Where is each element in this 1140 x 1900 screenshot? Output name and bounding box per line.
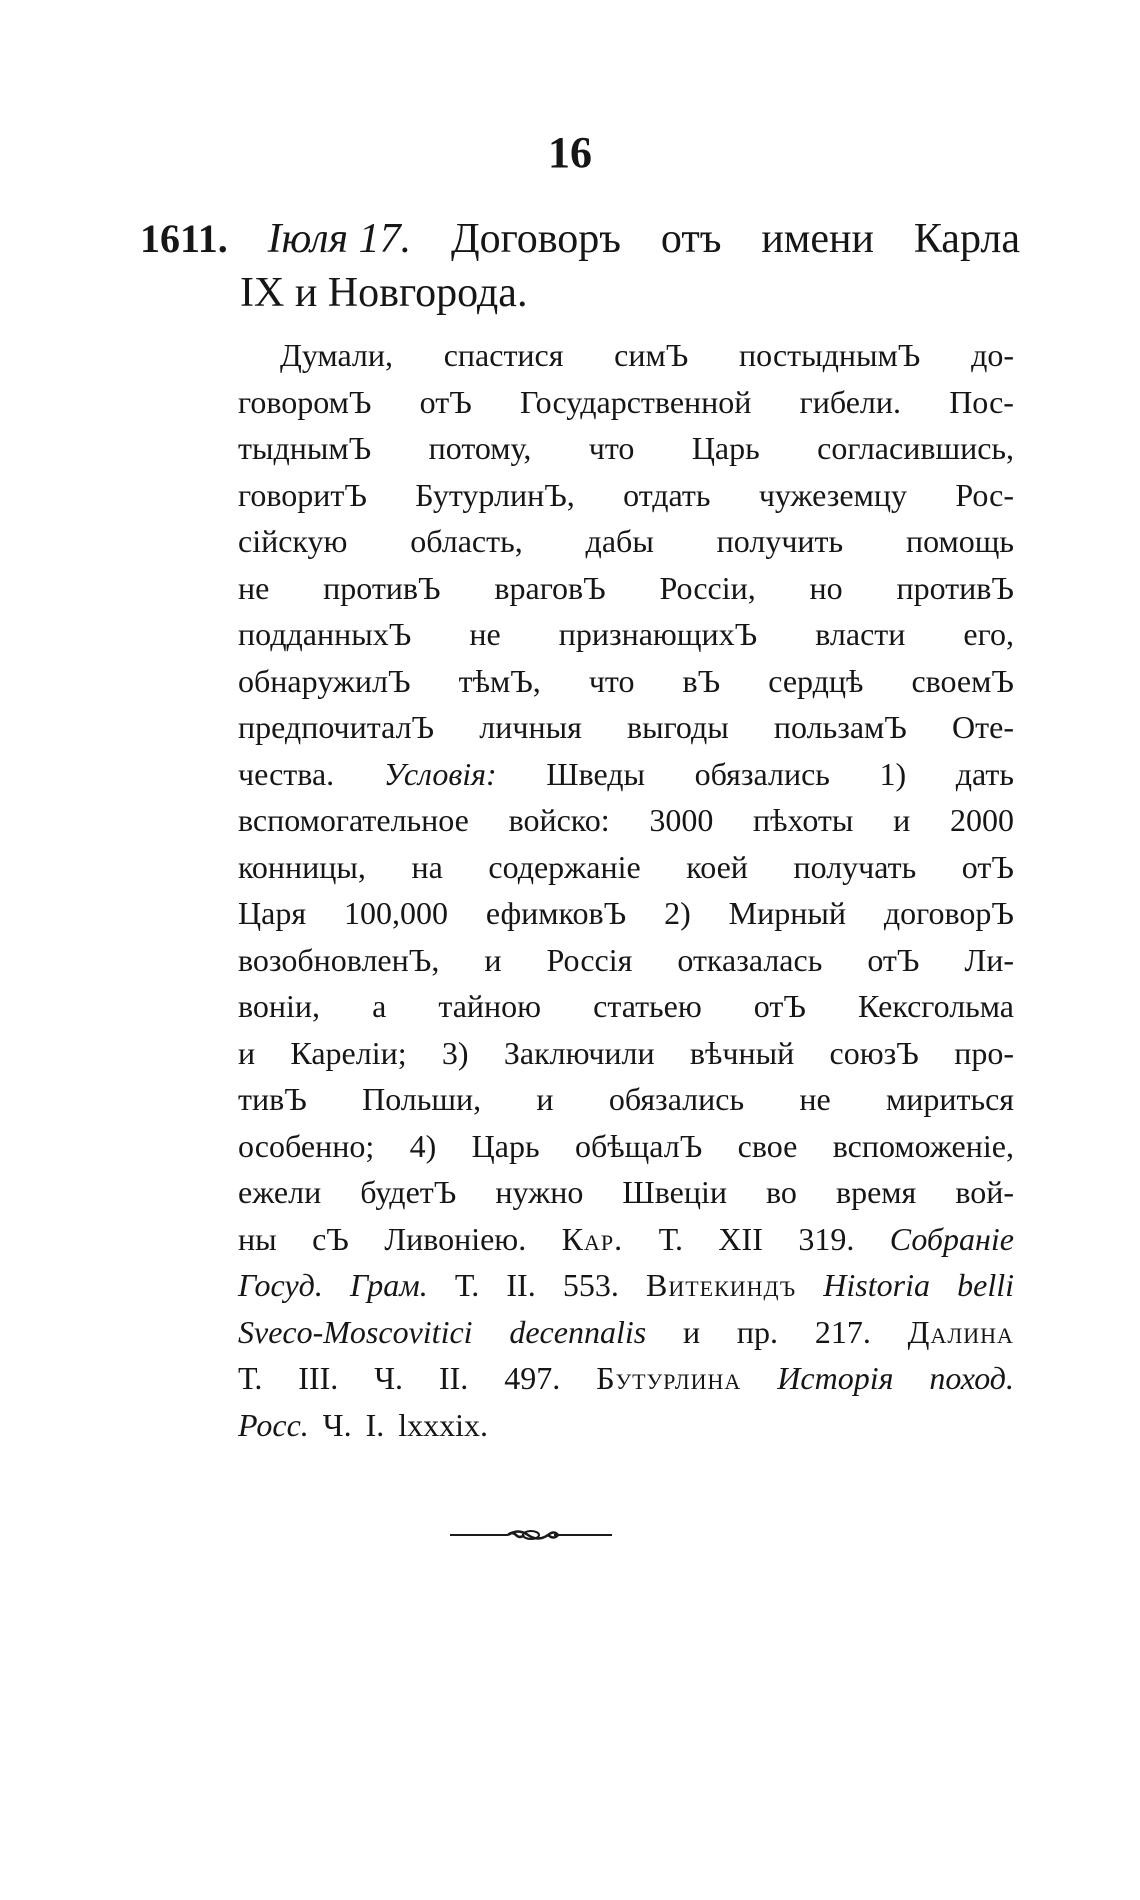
text-word: договорЪ — [883, 895, 1014, 931]
text-word: постыднымЪ — [739, 337, 921, 373]
text-word: но — [809, 569, 843, 606]
text-word: пѣхоты — [753, 802, 854, 838]
heading-line-2: IX и Новгорода. — [240, 270, 528, 316]
text-word: XII — [718, 1220, 763, 1257]
heading-year: 1611. — [140, 216, 228, 261]
text-word: Росс. — [238, 1406, 309, 1443]
ornamental-divider — [448, 1524, 614, 1546]
text-word: lxxxix. — [398, 1406, 489, 1443]
text-word: говоритЪ — [238, 476, 367, 513]
text-word: потому, — [428, 430, 532, 466]
text-word: Царь — [691, 430, 760, 466]
text-word: воніи, — [238, 988, 321, 1024]
text-line — [238, 611, 1014, 658]
text-word: поход. — [929, 1360, 1014, 1396]
text-word: пр. — [736, 1313, 779, 1350]
text-word: Шведы — [546, 755, 646, 792]
text-word: Кар. — [561, 1220, 624, 1257]
text-word: мириться — [885, 1081, 1014, 1117]
text-word: вспомогательное — [238, 802, 469, 838]
text-word: не — [469, 616, 501, 652]
text-word: будетЪ — [360, 1174, 457, 1210]
text-word: чужеземцу — [758, 476, 907, 513]
text-line — [238, 472, 1014, 519]
text-word: вой- — [955, 1174, 1014, 1210]
heading-date: Іюля 17. — [267, 216, 412, 262]
text-word: тыднымЪ — [238, 430, 372, 466]
text-word: Кареліи; — [290, 1034, 407, 1071]
text-line — [238, 379, 1014, 426]
text-word: сЪ — [312, 1220, 349, 1257]
text-line — [238, 751, 1014, 798]
text-word: Historia — [823, 1267, 930, 1303]
text-word: чества. — [238, 755, 335, 792]
text-word: тѣмЪ, — [458, 662, 541, 699]
text-word: особенно; — [238, 1127, 375, 1164]
text-line — [238, 983, 1014, 1030]
text-word: симЪ — [614, 337, 689, 373]
text-word: враговЪ — [494, 569, 606, 606]
heading-word: отъ — [660, 216, 722, 262]
text-line — [238, 704, 1014, 751]
text-word: что — [588, 430, 635, 466]
text-word: признающихЪ — [558, 616, 758, 652]
body-paragraph — [238, 332, 1014, 1448]
text-word: ефимковЪ — [485, 895, 627, 931]
text-word: вѣчный — [689, 1034, 795, 1071]
text-word: Далина — [907, 1313, 1014, 1350]
text-word: Т. — [238, 1360, 263, 1396]
heading-word: Карла — [913, 216, 1020, 262]
text-word: сердцѣ — [768, 662, 864, 699]
text-word: Царя — [238, 895, 307, 931]
text-line — [238, 844, 1014, 891]
heading-word: имени — [761, 216, 874, 262]
text-word: отЪ — [961, 848, 1014, 885]
text-word: а — [372, 988, 387, 1024]
text-line — [238, 1309, 1014, 1356]
text-word: тивЪ — [238, 1081, 307, 1117]
text-word: и — [893, 802, 911, 838]
text-line — [238, 1123, 1014, 1170]
text-word: что — [588, 662, 635, 699]
text-word: Ч. — [322, 1406, 352, 1443]
text-line — [238, 1355, 1014, 1402]
text-word: подданныхЪ — [238, 616, 412, 652]
text-word: 100,000 — [343, 895, 448, 931]
text-word: Витекиндъ — [646, 1267, 797, 1303]
text-word: противЪ — [323, 569, 441, 606]
text-word: помощь — [905, 523, 1014, 559]
text-word: своемЪ — [911, 662, 1014, 699]
text-word: отЪ — [419, 383, 472, 420]
text-word: содержаніе — [488, 848, 641, 885]
text-word: БутурлинЪ, — [415, 476, 575, 513]
text-word: и — [682, 1313, 701, 1350]
text-word: II. — [506, 1267, 536, 1303]
text-word: 319. — [798, 1220, 855, 1257]
text-word: Исторія — [777, 1360, 894, 1396]
text-word: Т. — [658, 1220, 683, 1257]
page-number: 16 — [548, 128, 592, 177]
text-line — [238, 1169, 1014, 1216]
text-word: I. — [365, 1406, 385, 1443]
text-word: сійскую — [238, 523, 348, 559]
text-word: ны — [238, 1220, 277, 1257]
text-word: Польши, — [362, 1081, 482, 1117]
text-word: личныя — [479, 709, 582, 745]
text-word: Т. — [454, 1267, 480, 1303]
text-word: говоромЪ — [238, 383, 372, 420]
text-line — [238, 1402, 1014, 1449]
text-line — [238, 890, 1014, 937]
text-word: обѣщалЪ — [574, 1127, 703, 1164]
text-word: до- — [971, 337, 1014, 373]
text-word: belli — [957, 1267, 1014, 1303]
text-word: Рос- — [955, 476, 1014, 513]
text-word: ежели — [238, 1174, 322, 1210]
text-word: Бутурлина — [596, 1360, 742, 1396]
text-word: Условія: — [383, 755, 497, 792]
text-word: время — [835, 1174, 917, 1210]
text-word: Россія — [546, 941, 633, 978]
text-line — [238, 332, 1014, 379]
text-word: согласившись, — [817, 430, 1014, 466]
text-word: статьею — [593, 988, 702, 1024]
text-word: власти — [815, 616, 906, 652]
text-word: тайною — [438, 988, 542, 1024]
text-word: Пос- — [949, 383, 1014, 420]
text-word: отЪ — [753, 988, 806, 1024]
text-word: нужно — [495, 1174, 584, 1210]
text-word: дать — [955, 755, 1014, 792]
heading-word: Договоръ — [450, 216, 622, 262]
text-word: и — [484, 941, 502, 978]
text-word: союзЪ — [829, 1034, 919, 1071]
text-word: Мирный — [728, 895, 846, 931]
text-word: предпочиталЪ — [238, 709, 435, 745]
text-word: войско: — [508, 802, 610, 838]
text-line — [238, 797, 1014, 844]
text-line — [238, 518, 1014, 565]
text-word: Ли- — [964, 941, 1014, 978]
text-word: во — [766, 1174, 797, 1210]
text-word: вЪ — [682, 662, 721, 699]
text-line — [238, 1262, 1014, 1309]
text-word: Россіи, — [659, 569, 756, 606]
text-word: отдать — [623, 476, 711, 513]
text-word: Собраніе — [889, 1220, 1014, 1257]
text-word: Швеціи — [622, 1174, 727, 1210]
text-word: обязались — [608, 1081, 745, 1117]
text-word: область, — [410, 523, 523, 559]
text-line — [238, 425, 1014, 472]
heading-line-1 — [140, 212, 1020, 266]
text-word: Думали, — [280, 337, 394, 373]
text-line — [238, 937, 1014, 984]
text-word: 2000 — [949, 802, 1014, 838]
text-line — [238, 658, 1014, 705]
text-word: и — [238, 1034, 256, 1071]
text-word: Кексгольма — [858, 988, 1014, 1024]
text-word: про- — [954, 1034, 1014, 1071]
text-line — [238, 1216, 1014, 1263]
text-word: 4) — [409, 1127, 437, 1164]
text-word: на — [411, 848, 443, 885]
text-word: 217. — [814, 1313, 871, 1350]
text-word: гибели. — [799, 383, 901, 420]
text-word: Sveco-Moscovitici — [238, 1313, 473, 1350]
text-word: пользамЪ — [773, 709, 907, 745]
text-word: 497. — [504, 1360, 561, 1396]
text-word: обнаружилЪ — [238, 662, 411, 699]
text-word: отЪ — [867, 941, 920, 978]
text-word: спастися — [443, 337, 564, 373]
text-word: III. — [298, 1360, 339, 1396]
text-word: Оте- — [952, 709, 1014, 745]
text-word: коей — [686, 848, 748, 885]
text-word: 1) — [879, 755, 907, 792]
text-word: 2) — [664, 895, 691, 931]
text-word: Ч. — [374, 1360, 404, 1396]
text-word: 3000 — [649, 802, 714, 838]
text-word: обязались — [694, 755, 830, 792]
text-word: Ливоніею. — [384, 1220, 527, 1257]
text-word: и — [536, 1081, 554, 1117]
text-word: свое — [737, 1127, 798, 1164]
text-word: выгоды — [626, 709, 729, 745]
text-line — [238, 1030, 1014, 1077]
text-word: конницы, — [238, 848, 366, 885]
text-word: его, — [963, 616, 1014, 652]
text-word: не — [799, 1081, 831, 1117]
text-word: Государственной — [519, 383, 752, 420]
text-word: 3) — [441, 1034, 469, 1071]
text-word: Царь — [471, 1127, 540, 1164]
text-word: дабы — [585, 523, 654, 559]
text-word: II. — [438, 1360, 469, 1396]
text-word: Госуд. — [238, 1267, 323, 1303]
text-word: 553. — [562, 1267, 619, 1303]
text-word: возобновленЪ, — [238, 941, 440, 978]
text-word: получать — [793, 848, 917, 885]
text-word: получить — [716, 523, 844, 559]
text-word: Заключили — [503, 1034, 655, 1071]
text-word: вспоможеніе, — [832, 1127, 1014, 1164]
text-line — [238, 1076, 1014, 1123]
section-heading — [140, 212, 1020, 320]
text-word: Грам. — [349, 1267, 428, 1303]
text-word: противЪ — [896, 569, 1014, 606]
text-word: decennalis — [509, 1313, 647, 1350]
text-word: не — [238, 569, 270, 606]
text-line — [238, 565, 1014, 612]
text-word: отказалась — [677, 941, 823, 978]
